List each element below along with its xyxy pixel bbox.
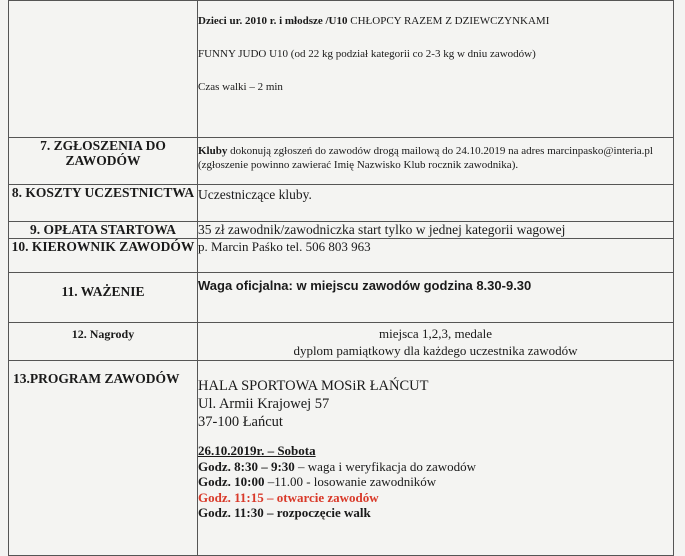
section-value-program (198, 361, 674, 556)
schedule (198, 443, 673, 521)
empty-label-cell (9, 1, 198, 138)
schedule-row (198, 474, 673, 490)
venue-address (198, 377, 673, 431)
fight-time-line: Czas walki – 2 min (198, 81, 283, 93)
age-category-bold: Dzieci ur. 2010 r. i młodsze /U10 (198, 15, 348, 27)
schedule-desc: – otwarcie zawodów (263, 489, 379, 505)
table-row (9, 323, 674, 361)
schedule-row (198, 505, 673, 521)
section-value-oplata: 35 zł zawodnik/zawodniczka start tylko w jednej kategorii wagowej (198, 222, 674, 239)
age-category-cell (198, 1, 674, 138)
schedule-time: Godz. 11:15 (198, 489, 264, 505)
schedule-time: Godz. 11:30 (198, 505, 264, 520)
section-label-kierownik: 10. KIEROWNIK ZAWODÓW (9, 239, 198, 273)
schedule-date: 26.10.2019r. – Sobota (198, 443, 316, 458)
table-row (9, 138, 674, 185)
section-label-nagrody: 12. Nagrody (9, 323, 198, 361)
section-label-oplata: 9. OPŁATA STARTOWA (9, 222, 198, 239)
venue-city: 37-100 Łańcut (198, 414, 283, 430)
schedule-row-highlighted (198, 490, 673, 506)
section-label-program: 13.PROGRAM ZAWODÓW (9, 361, 198, 556)
venue-street: Ul. Armii Krajowej 57 (198, 396, 330, 412)
age-category-rest: CHŁOPCY RAZEM Z DZIEWCZYNKAMI (347, 15, 550, 27)
nagrody-line-1: miejsca 1,2,3, medale (379, 326, 492, 341)
table-row (9, 1, 674, 138)
section-value-koszty: Uczestniczące kluby. (198, 185, 674, 222)
venue-name: HALA SPORTOWA MOSiR ŁAŃCUT (198, 378, 429, 394)
zgloszenia-text: dokonują zgłoszeń do zawodów drogą mailową do 24.10.2019 na adres marcinpasko@interia.pl (zgłoszenie powinno zawierać Imię Nazwisko Klub rocznik zawodnika). (198, 145, 653, 171)
section-label-wazenie: 11. WAŻENIE (9, 273, 198, 323)
section-value-zgloszenia (198, 138, 674, 185)
section-label-koszty: 8. KOSZTY UCZESTNICTWA (9, 185, 198, 222)
schedule-desc: – rozpoczęcie walk (263, 505, 371, 520)
competition-info-table (8, 0, 674, 556)
section-value-kierownik: p. Marcin Paśko tel. 506 803 963 (198, 239, 674, 273)
age-category-line (198, 15, 673, 27)
zgloszenia-bold: Kluby (198, 145, 228, 157)
section-value-wazenie: Waga oficjalna: w miejscu zawodów godzina 8.30-9.30 (198, 273, 674, 323)
schedule-row (198, 459, 673, 475)
table-row (9, 222, 674, 239)
nagrody-line-2: dyplom pamiątkowy dla każdego uczestnika zawodów (293, 343, 578, 358)
schedule-desc: –11.00 - losowanie zawodników (264, 474, 437, 489)
table-row (9, 361, 674, 556)
schedule-desc: – waga i weryfikacja do zawodów (294, 458, 476, 474)
section-value-nagrody (198, 323, 674, 361)
funny-judo-line: FUNNY JUDO U10 (od 22 kg podział kategorii co 2-3 kg w dniu zawodów) (198, 48, 536, 60)
schedule-time: Godz. 8:30 – 9:30 (198, 458, 295, 474)
table-row (9, 185, 674, 222)
section-label-zgloszenia: 7. ZGŁOSZENIA DO ZAWODÓW (9, 138, 198, 185)
table-row (9, 239, 674, 273)
schedule-time: Godz. 10:00 (198, 474, 265, 489)
table-row (9, 273, 674, 323)
